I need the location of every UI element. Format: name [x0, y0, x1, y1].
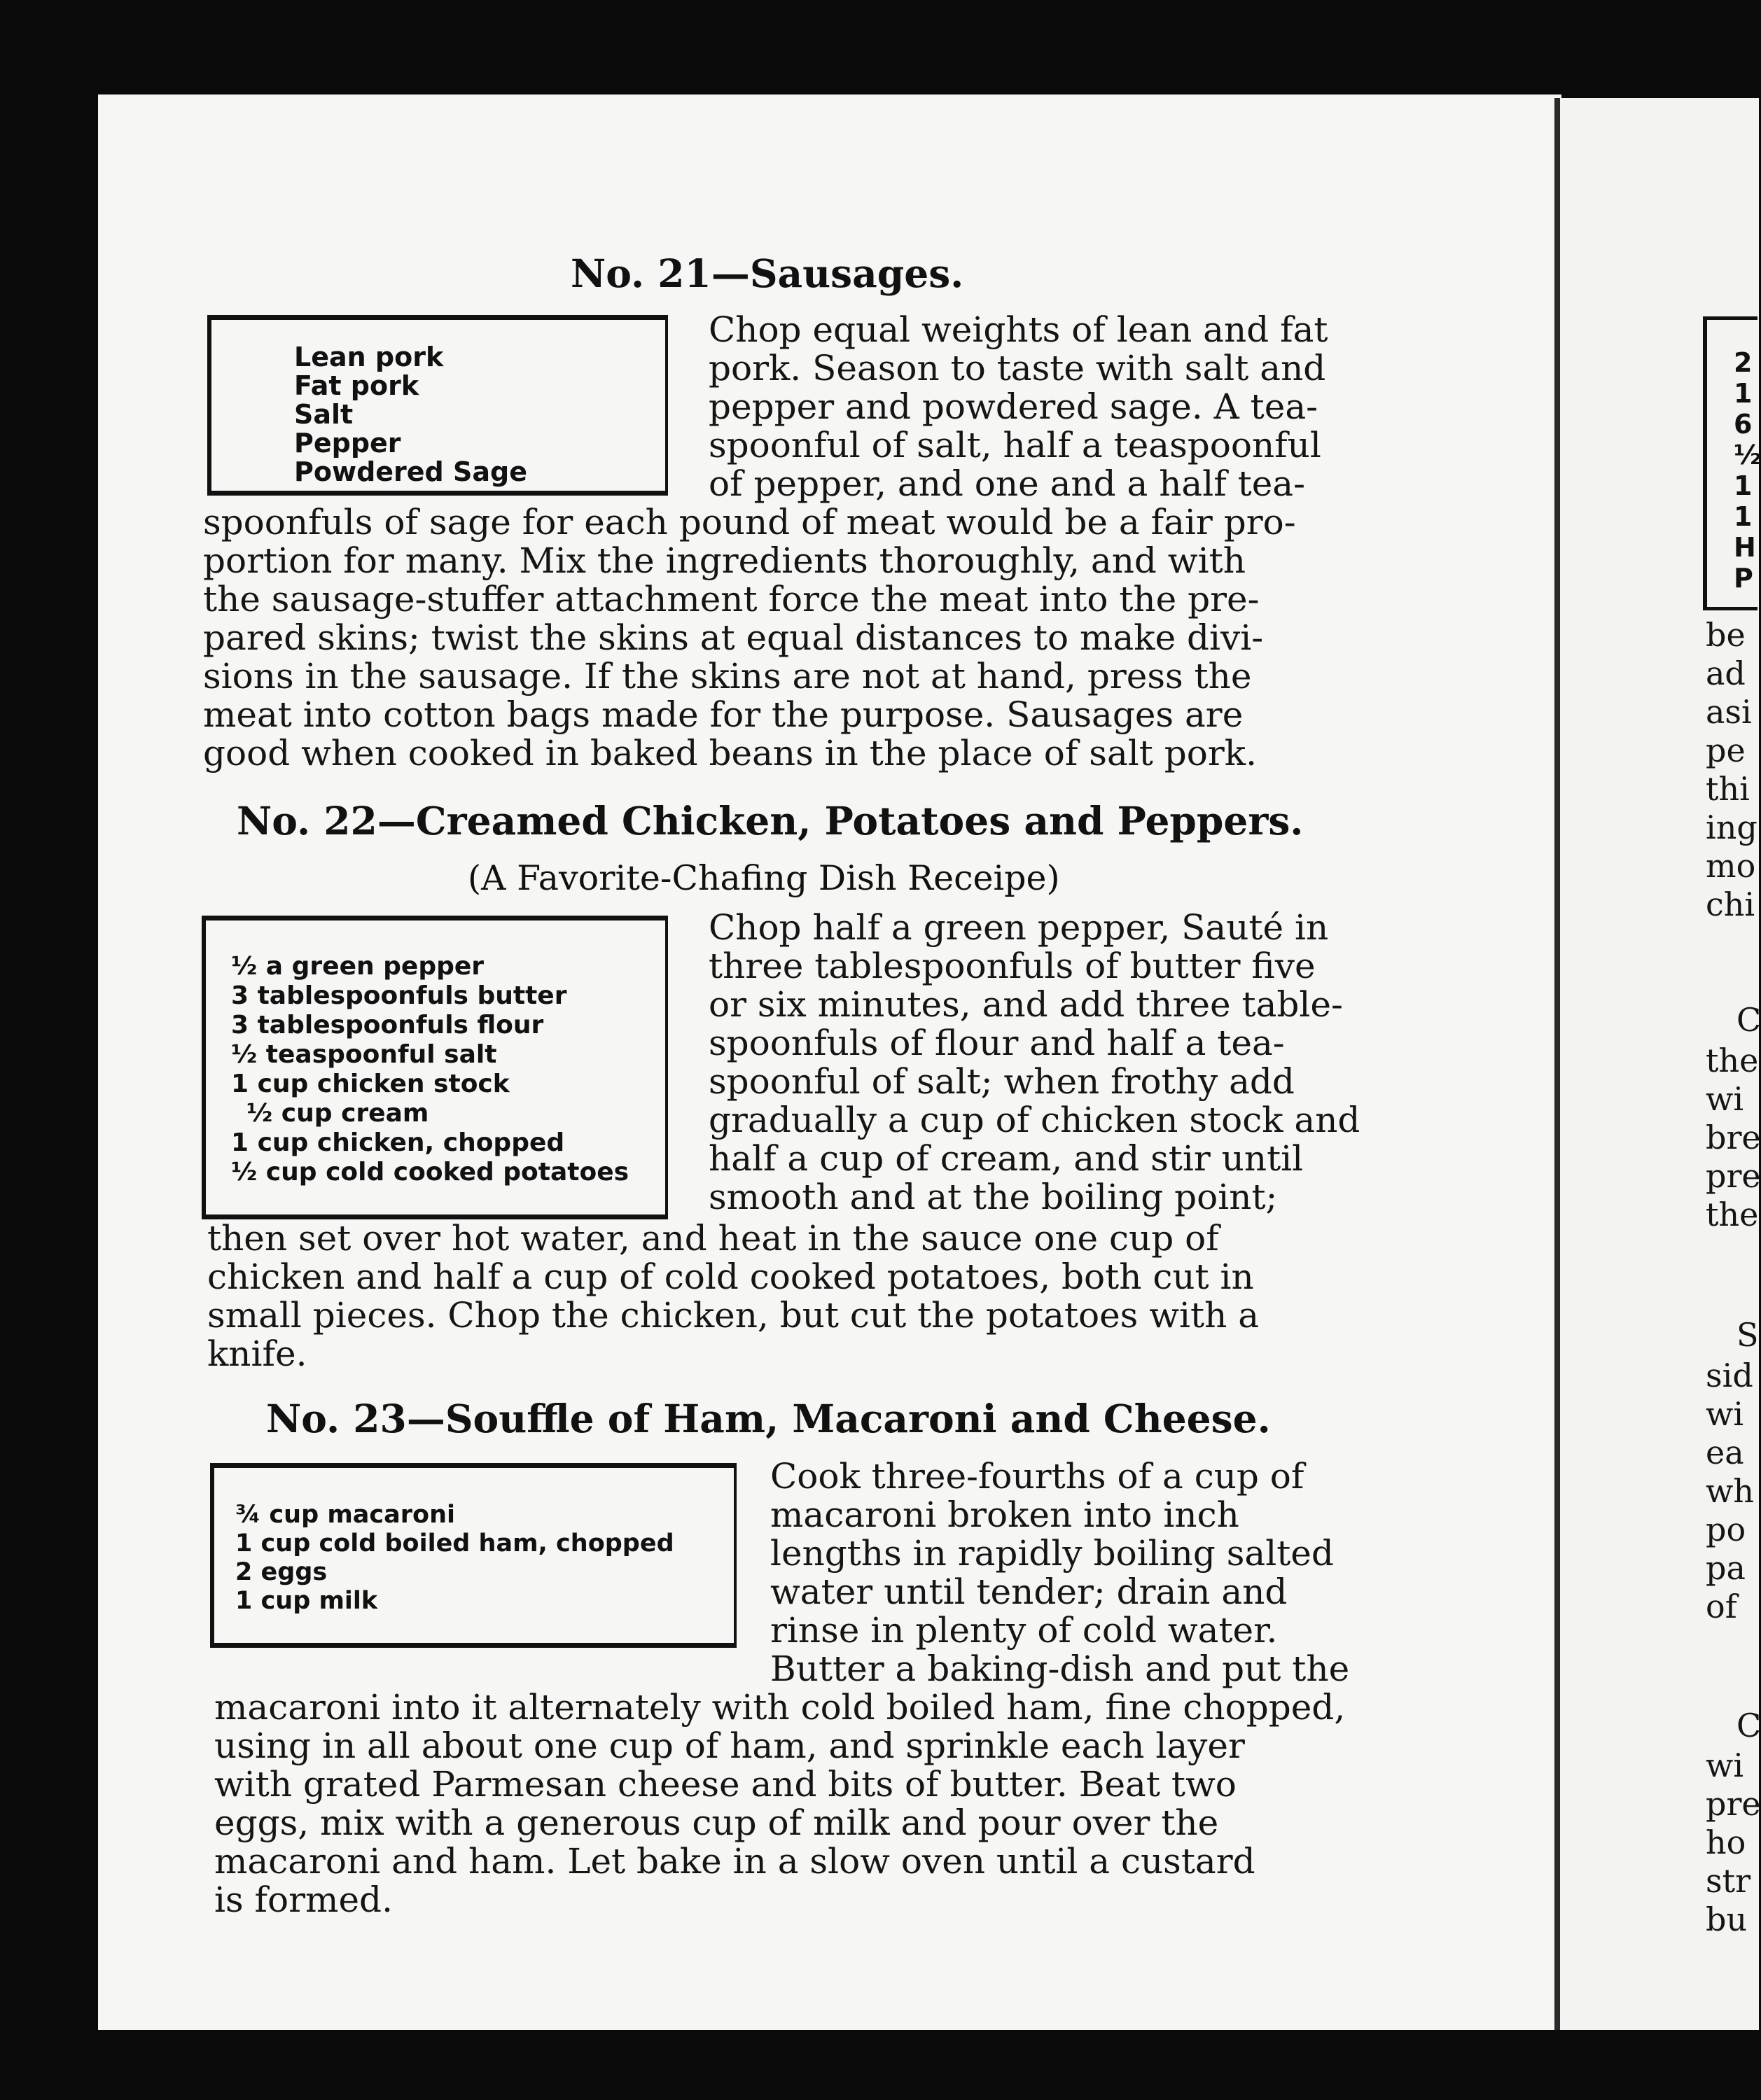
right-text-fragment: pa — [1706, 1549, 1746, 1587]
text-line: portion for many. Mix the ingredients thoroughly, and with — [203, 540, 1246, 581]
right-box-char: H — [1734, 532, 1756, 563]
right-text-fragment: wh — [1706, 1472, 1754, 1510]
text-line: Butter a baking-dish and put the — [770, 1648, 1350, 1689]
right-box-char: 6 — [1734, 409, 1753, 440]
right-text-fragment: po — [1706, 1511, 1746, 1548]
right-box-char: 1 — [1734, 501, 1753, 532]
right-text-fragment: bu — [1706, 1900, 1748, 1938]
right-text-fragment: C — [1736, 1707, 1761, 1744]
text-line: then set over hot water, and heat in the sauce one cup of — [207, 1218, 1219, 1259]
right-text-fragment: bre — [1706, 1119, 1761, 1156]
ingredient: ½ cup cold cooked potatoes — [231, 1158, 629, 1186]
text-line: spoonfuls of sage for each pound of meat would be a fair pro- — [203, 502, 1296, 542]
right-text-fragment: sid — [1706, 1357, 1753, 1394]
text-line: rinse in plenty of cold water. — [770, 1610, 1278, 1651]
right-text-fragment: thi — [1706, 770, 1750, 808]
right-text-fragment: pe — [1706, 732, 1746, 769]
recipe-22-subtitle: (A Favorite-Chafing Dish Receipe) — [468, 858, 1060, 898]
text-line: Cook three-fourths of a cup of — [770, 1456, 1304, 1497]
right-text-fragment: ad — [1706, 654, 1746, 692]
recipe-23-title: No. 23—Souffle of Ham, Macaroni and Cheese. — [266, 1396, 1271, 1441]
text-line: spoonful of salt, half a teaspoonful — [709, 425, 1321, 465]
right-text-fragment: the — [1706, 1042, 1759, 1079]
right-text-fragment: wi — [1706, 1746, 1744, 1784]
right-text-fragment: pre — [1706, 1157, 1761, 1195]
ingredient: ½ teaspoonful salt — [231, 1040, 497, 1069]
right-text-fragment: chi — [1706, 886, 1755, 923]
ingredient: ½ a green pepper — [231, 952, 485, 981]
ingredient: ¾ cup macaroni — [235, 1501, 455, 1529]
ingredient: Salt — [294, 399, 354, 430]
text-line: half a cup of cream, and stir until — [709, 1138, 1304, 1179]
text-line: chicken and half a cup of cold cooked potatoes, both cut in — [207, 1256, 1254, 1297]
text-line: or six minutes, and add three table- — [709, 984, 1343, 1025]
right-box-char: 2 — [1734, 347, 1753, 378]
right-box-char: P — [1734, 563, 1753, 594]
text-line: spoonfuls of flour and half a tea- — [709, 1023, 1285, 1063]
ingredient: Lean pork — [294, 342, 444, 372]
right-text-fragment: S — [1736, 1316, 1759, 1354]
right-text-fragment: str — [1706, 1862, 1751, 1900]
recipe-21-title: No. 21—Sausages. — [571, 251, 964, 296]
text-line: water until tender; drain and — [770, 1572, 1288, 1612]
right-text-fragment: mo — [1706, 847, 1756, 885]
right-text-fragment: pre — [1706, 1785, 1761, 1823]
text-line: lengths in rapidly boiling salted — [770, 1533, 1334, 1574]
recipe-22-ingredients-box — [202, 916, 668, 1219]
text-line: macaroni into it alternately with cold boiled ham, fine chopped, — [214, 1687, 1346, 1728]
text-line: knife. — [207, 1334, 307, 1374]
right-text-fragment: ho — [1706, 1823, 1746, 1861]
recipe-21-ingredients-box — [207, 315, 668, 496]
text-line: good when cooked in baked beans in the place of salt pork. — [203, 733, 1257, 774]
right-box-char: 1 — [1734, 378, 1753, 409]
ingredient: Fat pork — [294, 370, 419, 401]
ingredient: 2 eggs — [235, 1558, 328, 1586]
right-text-fragment: ing — [1706, 808, 1757, 846]
recipe-23-ingredients-box — [210, 1463, 737, 1648]
right-box-char: 1 — [1734, 470, 1753, 501]
text-line: using in all about one cup of ham, and sprinkle each layer — [214, 1726, 1245, 1766]
right-text-fragment: of — [1706, 1588, 1737, 1625]
text-line: pared skins; twist the skins at equal distances to make divi- — [203, 617, 1264, 658]
ingredient: Pepper — [294, 428, 401, 458]
ingredient: 3 tablespoonfuls butter — [231, 981, 567, 1010]
text-line: pepper and powdered sage. A tea- — [709, 386, 1318, 427]
text-line: small pieces. Chop the chicken, but cut the potatoes with a — [207, 1295, 1260, 1336]
right-text-fragment: wi — [1706, 1080, 1744, 1118]
text-line: spoonful of salt; when frothy add — [709, 1061, 1295, 1102]
ingredient: 1 cup chicken stock — [231, 1070, 510, 1098]
right-text-fragment: wi — [1706, 1395, 1744, 1433]
ingredient: 1 cup milk — [235, 1587, 378, 1615]
text-line: with grated Parmesan cheese and bits of butter. Beat two — [214, 1764, 1237, 1805]
text-line: eggs, mix with a generous cup of milk and pour over the — [214, 1802, 1219, 1843]
text-line: sions in the sausage. If the skins are not at hand, press the — [203, 656, 1252, 696]
text-line: the sausage-stuffer attachment force the meat into the pre- — [203, 579, 1260, 620]
recipe-22-title: No. 22—Creamed Chicken, Potatoes and Peppers. — [237, 798, 1304, 844]
text-line: three tablespoonfuls of butter five — [709, 946, 1316, 986]
text-line: of pepper, and one and a half tea- — [709, 463, 1306, 504]
right-text-fragment: be — [1706, 616, 1746, 654]
right-text-fragment: C — [1736, 1001, 1761, 1039]
ingredient: 3 tablespoonfuls flour — [231, 1011, 544, 1040]
ingredient: 1 cup cold boiled ham, chopped — [235, 1530, 674, 1558]
right-box-char: ½ — [1734, 440, 1761, 470]
text-line: is formed. — [214, 1879, 393, 1920]
text-line: macaroni broken into inch — [770, 1494, 1239, 1535]
right-text-fragment: the — [1706, 1196, 1759, 1233]
right-text-fragment: ea — [1706, 1434, 1744, 1471]
text-line: macaroni and ham. Let bake in a slow oven until a custard — [214, 1841, 1255, 1882]
right-text-fragment: asi — [1706, 693, 1752, 731]
text-line: pork. Season to taste with salt and — [709, 348, 1326, 388]
ingredient: 1 cup chicken, chopped — [231, 1128, 565, 1157]
ingredient: Powdered Sage — [294, 456, 527, 487]
text-line: smooth and at the boiling point; — [709, 1177, 1278, 1217]
ingredient: ½ cup cream — [246, 1099, 429, 1128]
text-line: Chop equal weights of lean and fat — [709, 309, 1328, 350]
text-line: Chop half a green pepper, Sauté in — [709, 907, 1329, 948]
text-line: gradually a cup of chicken stock and — [709, 1100, 1360, 1140]
text-line: meat into cotton bags made for the purpose. Sausages are — [203, 694, 1244, 735]
